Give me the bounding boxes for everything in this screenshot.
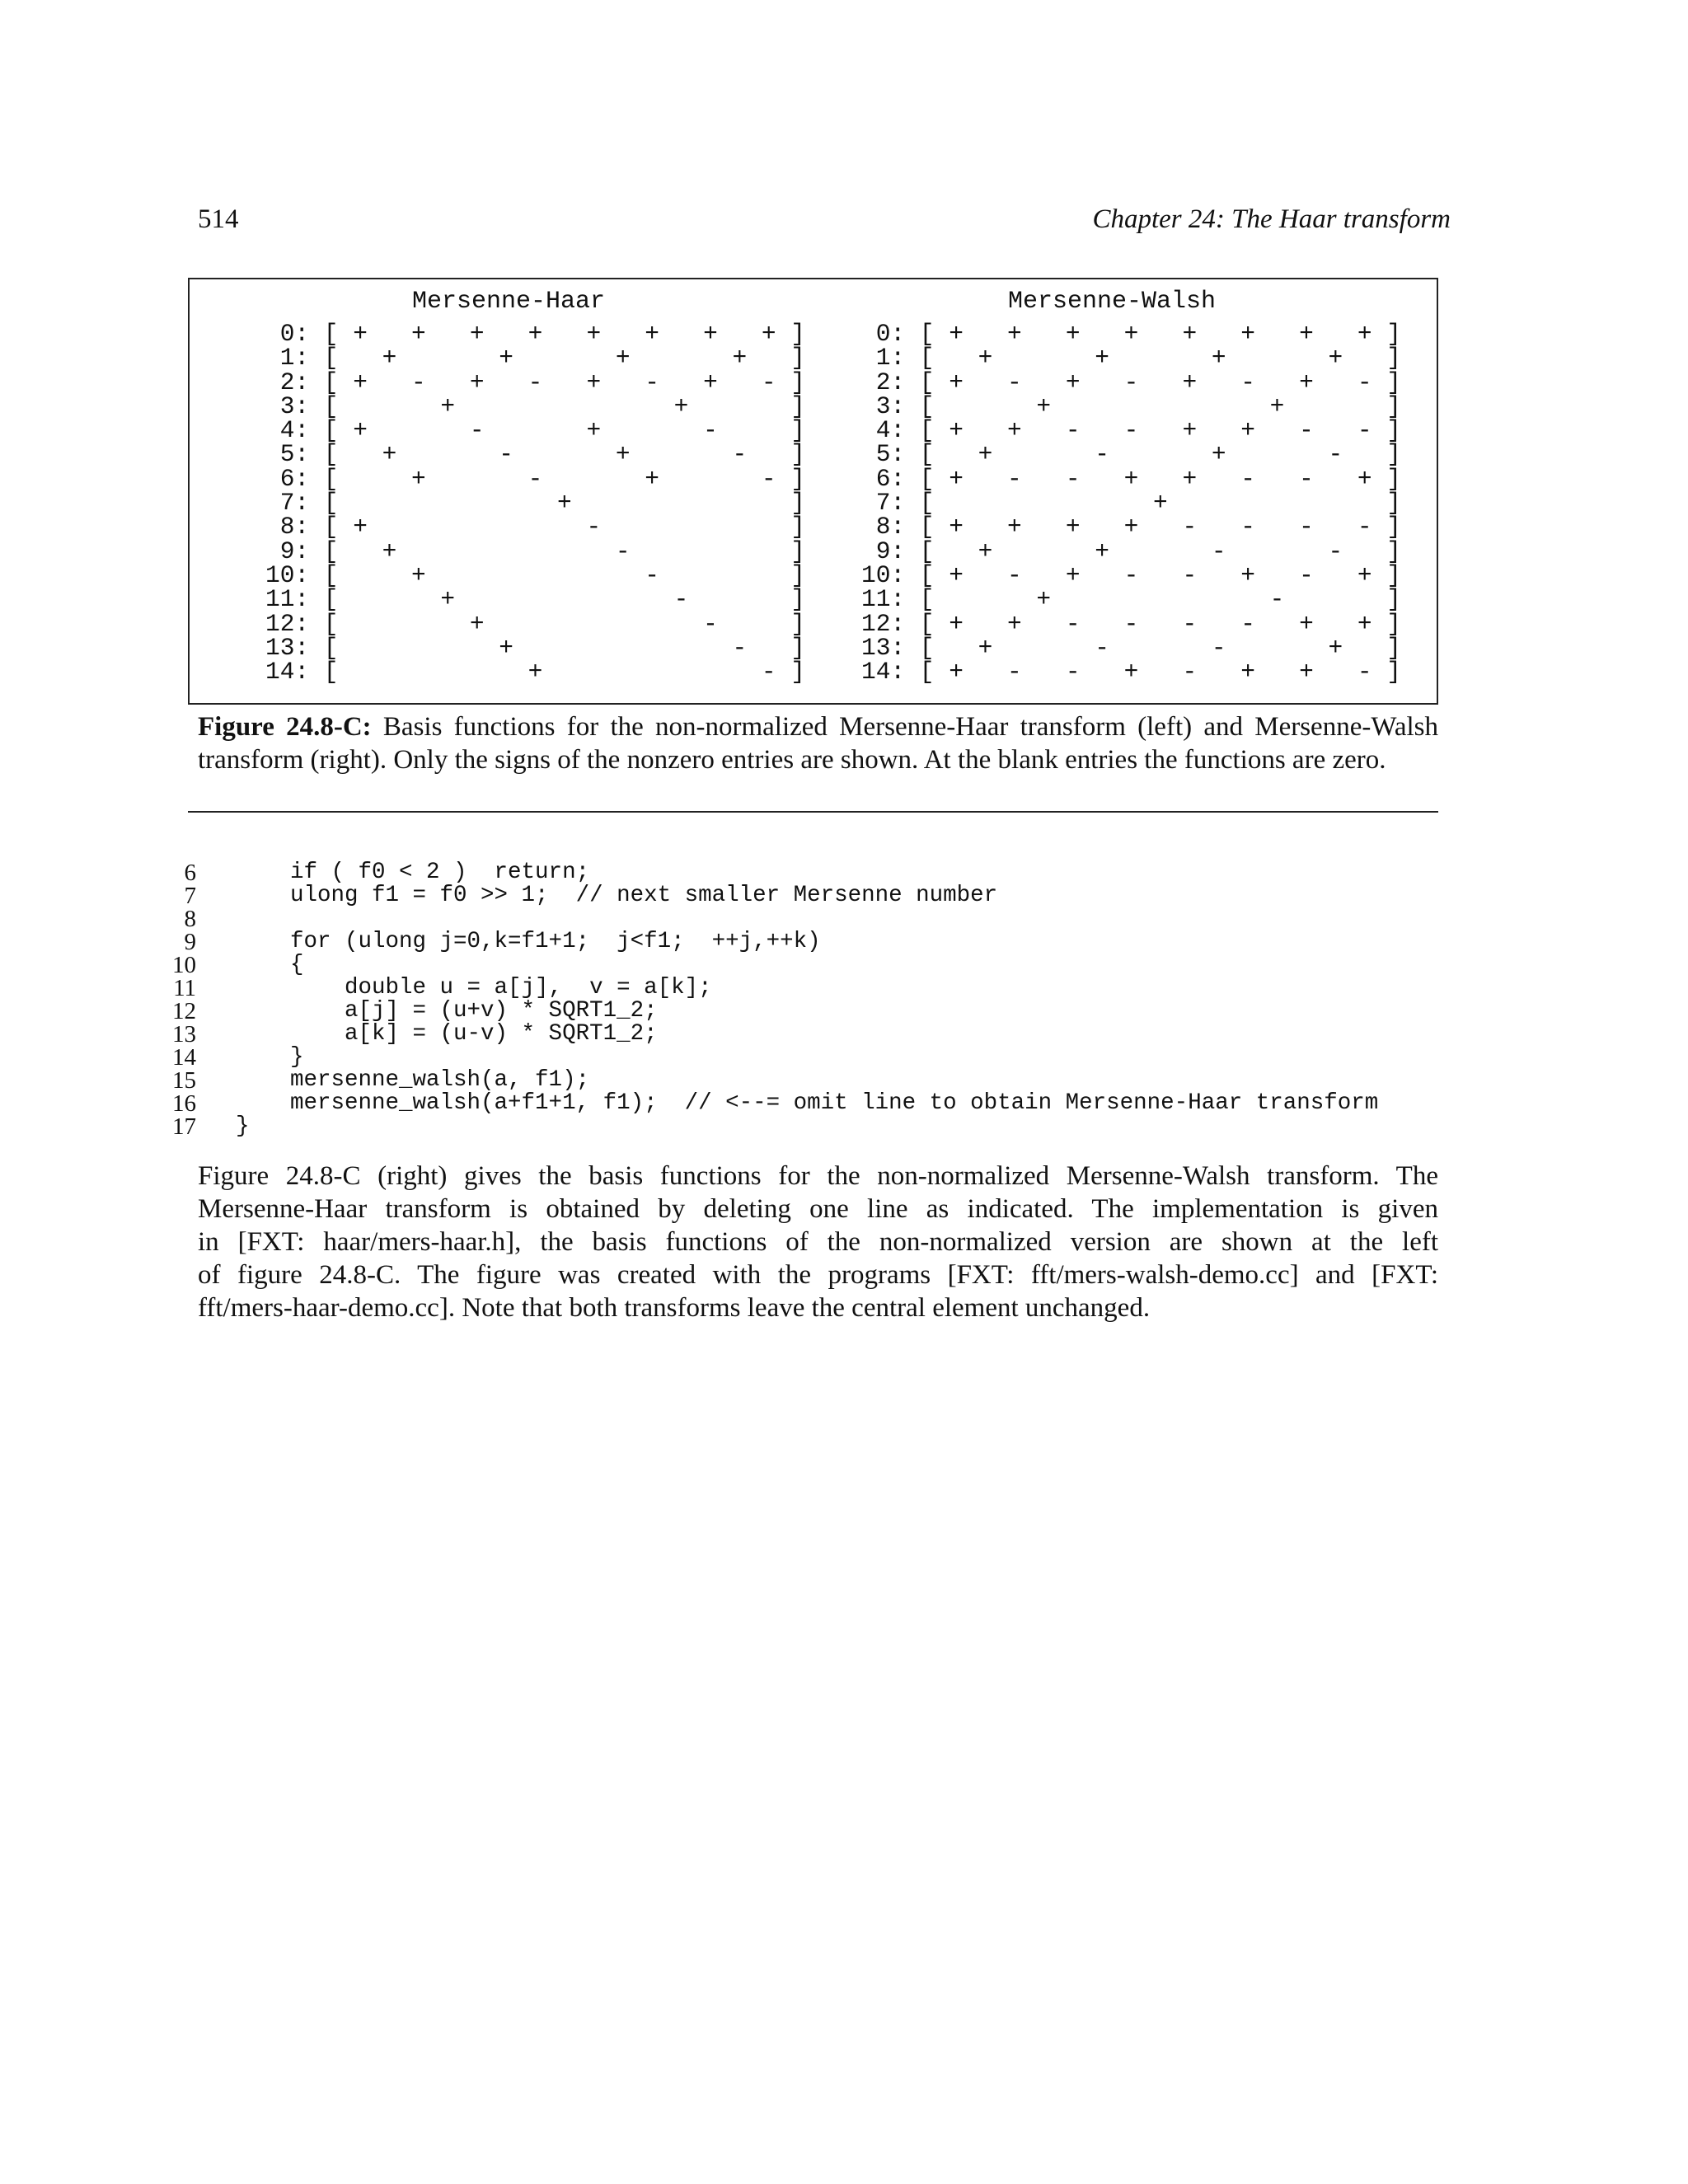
code-line xyxy=(157,1092,1442,1115)
code-line xyxy=(157,1115,1442,1138)
line-number: 15 xyxy=(172,1067,196,1094)
line-number: 11 xyxy=(173,975,196,1001)
code-text: double u = a[j], v = a[k]; xyxy=(236,975,712,1001)
body-paragraph xyxy=(198,1160,1438,1324)
line-number: 16 xyxy=(172,1090,196,1117)
code-text: ulong f1 = f0 >> 1; // next smaller Mersenne number xyxy=(236,883,998,908)
line-number: 12 xyxy=(172,998,196,1024)
left-panel-title: Mersenne-Haar xyxy=(412,288,606,316)
matrix-row: 6: [ + - + - ] xyxy=(265,464,806,493)
matrix-row: 14: [ + - ] xyxy=(265,658,806,687)
caption-text: Basis functions for the non-normalized Mersenne-Haar transform (left) and Mersenne-Walsh transform (right). Only the signs of the nonzero entries are shown. At the blank entries the functions are zero. xyxy=(198,712,1438,775)
line-number: 17 xyxy=(172,1113,196,1140)
matrix-row: 10: [ + - ] xyxy=(265,560,806,589)
line-number: 8 xyxy=(184,906,196,932)
matrix-row: 5: [ + - + - ] xyxy=(861,440,1402,469)
matrix-row: 4: [ + + - - + + - - ] xyxy=(861,416,1402,445)
paragraph-line: Mersenne-Haar transform is obtained by deleting one line as indicated. The implementation is given xyxy=(198,1194,1438,1224)
code-line xyxy=(157,907,1442,930)
page-number: 514 xyxy=(198,204,239,234)
mersenne-haar-matrix xyxy=(265,320,806,687)
code-line xyxy=(157,861,1442,884)
code-text: if ( f0 < 2 ) return; xyxy=(236,860,590,885)
matrix-row: 12: [ + - ] xyxy=(265,609,806,638)
code-text: for (ulong j=0,k=f1+1; j<f1; ++j,++k) xyxy=(236,929,821,954)
caption-label: Figure 24.8-C: xyxy=(198,712,372,742)
matrix-row: 12: [ + + - - - - + + ] xyxy=(861,609,1402,638)
line-number: 6 xyxy=(184,860,196,886)
matrix-row: 1: [ + + + + ] xyxy=(861,344,1402,373)
figure-caption xyxy=(198,710,1438,776)
matrix-row: 1: [ + + + + ] xyxy=(265,344,806,373)
paragraph-line: in [FXT: haar/mers-haar.h], the basis functions of the non-normalized version are shown at the left xyxy=(198,1227,1438,1257)
code-text: mersenne_walsh(a, f1); xyxy=(236,1067,590,1093)
paragraph-line: of figure 24.8-C. The figure was created with the programs [FXT: fft/mers-walsh-demo.cc] and [FXT: xyxy=(198,1260,1438,1290)
matrix-row: 2: [ + - + - + - + - ] xyxy=(861,368,1402,396)
code-line xyxy=(157,977,1442,1000)
matrix-row: 0: [ + + + + + + + + ] xyxy=(861,320,1402,348)
matrix-row: 3: [ + + ] xyxy=(861,391,1402,420)
matrix-row: 6: [ + - - + + - - + ] xyxy=(861,464,1402,493)
code-line xyxy=(157,1046,1442,1069)
code-line xyxy=(157,1000,1442,1023)
matrix-row: 9: [ + + - - ] xyxy=(861,537,1402,565)
matrix-row: 9: [ + - ] xyxy=(265,537,806,565)
mersenne-walsh-matrix xyxy=(861,320,1402,687)
matrix-row: 10: [ + - + - - + - + ] xyxy=(861,560,1402,589)
matrix-row: 7: [ + ] xyxy=(861,489,1402,518)
matrix-row: 8: [ + - ] xyxy=(265,513,806,541)
matrix-row: 11: [ + - ] xyxy=(861,585,1402,614)
caption-rule xyxy=(188,811,1438,813)
matrix-row: 14: [ + - - + - + + - ] xyxy=(861,658,1402,687)
line-number: 13 xyxy=(172,1021,196,1047)
line-number: 10 xyxy=(172,952,196,978)
matrix-row: 11: [ + - ] xyxy=(265,585,806,614)
matrix-row: 13: [ + - - + ] xyxy=(861,633,1402,662)
line-number: 14 xyxy=(172,1044,196,1071)
right-panel-title: Mersenne-Walsh xyxy=(1008,288,1217,316)
code-line xyxy=(157,1023,1442,1046)
code-text: } xyxy=(236,1113,250,1139)
code-text: { xyxy=(236,952,304,977)
matrix-row: 5: [ + - + - ] xyxy=(265,440,806,469)
matrix-row: 13: [ + - ] xyxy=(265,633,806,662)
matrix-row: 8: [ + + + + - - - - ] xyxy=(861,513,1402,541)
code-text: a[j] = (u+v) * SQRT1_2; xyxy=(236,998,658,1024)
code-line xyxy=(157,884,1442,907)
line-number: 9 xyxy=(184,929,196,955)
code-listing xyxy=(157,861,1442,1138)
code-text: a[k] = (u-v) * SQRT1_2; xyxy=(236,1021,658,1047)
matrix-row: 7: [ + ] xyxy=(265,489,806,518)
running-head: Chapter 24: The Haar transform xyxy=(1092,204,1451,234)
figure-box xyxy=(188,278,1438,705)
code-line xyxy=(157,930,1442,954)
matrix-row: 2: [ + - + - + - + - ] xyxy=(265,368,806,396)
code-text: mersenne_walsh(a+f1+1, f1); // <--= omit line to obtain Mersenne-Haar transform xyxy=(236,1090,1379,1116)
matrix-row: 4: [ + - + - ] xyxy=(265,416,806,445)
paragraph-line: Figure 24.8-C (right) gives the basis functions for the non-normalized Mersenne-Walsh transform. The xyxy=(198,1161,1438,1191)
matrix-row: 3: [ + + ] xyxy=(265,391,806,420)
code-text: } xyxy=(236,1044,304,1070)
line-number: 7 xyxy=(184,883,196,909)
code-line xyxy=(157,1069,1442,1092)
code-line xyxy=(157,954,1442,977)
matrix-row: 0: [ + + + + + + + + ] xyxy=(265,320,806,348)
paragraph-line: fft/mers-haar-demo.cc]. Note that both transforms leave the central element unchanged. xyxy=(198,1293,1151,1323)
